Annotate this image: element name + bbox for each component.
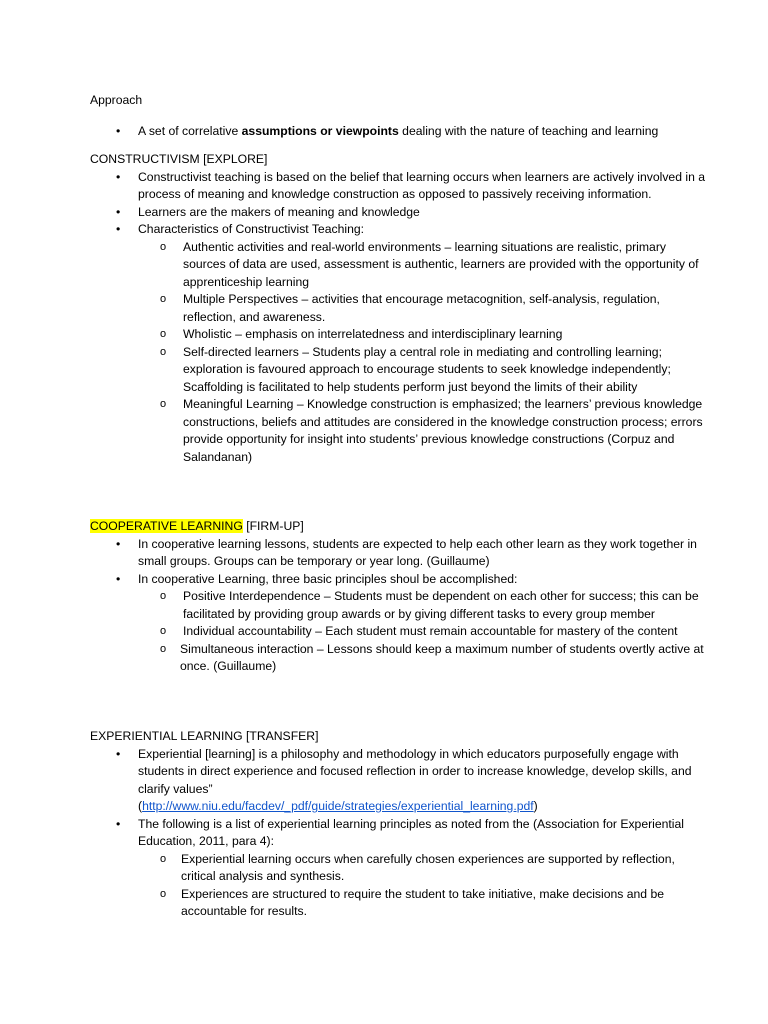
approach-heading: Approach xyxy=(90,93,143,107)
list-item: • Constructivist teaching is based on the belief that learning occurs when learners are actively involved in a process of meaning and knowledge construction as opposed to passively receiving information. xyxy=(90,169,708,204)
sub-list-item: o Wholistic – emphasis on interrelatedness and interdisciplinary learning xyxy=(90,326,708,344)
approach-section xyxy=(90,92,708,140)
sub-list-item: o Meaningful Learning – Knowledge construction is emphasized; the learners’ previous knowledge constructions, beliefs and attitudes are considered in the knowledge construction process; errors provide opportunity for insight into students’ previous knowledge constructions (Corpuz and Salandanan) xyxy=(90,396,708,466)
sub-list-item: o Simultaneous interaction – Lessons should keep a maximum number of students overtly active at once. (Guillaume) xyxy=(90,641,708,676)
bullet-text: Experiential [learning] is a philosophy and methodology in which educators purposefully engage with students in direct experience and focused reflection in order to increase knowledge, develop skills, and clarify values” xyxy=(138,746,692,796)
sub-list-item: o Authentic activities and real-world environments – learning situations are realistic, primary sources of data are used, assessment is authentic, learners are provided with the opportunity of apprenticeship learning xyxy=(90,239,708,292)
list-item: • Characteristics of Constructivist Teaching: xyxy=(90,221,708,239)
sub-list-item: o Individual accountability – Each student must remain accountable for mastery of the content xyxy=(90,623,708,641)
sub-list-item: o Self-directed learners – Students play a central role in mediating and controlling learning; exploration is favoured approach to encourage students to seek knowledge independently; Scaffolding is facilitated to help students perform just beyond the limits of their ability xyxy=(90,344,708,397)
bullet-text: dealing with the nature of teaching and learning xyxy=(398,123,659,138)
sub-list-item: o Experiences are structured to require the student to take initiative, make decisions and be accountable for results. xyxy=(90,886,708,921)
paren-open: ( xyxy=(138,799,143,813)
cooperative-list xyxy=(90,536,708,676)
constructivism-section xyxy=(90,151,708,466)
list-item: • Learners are the makers of meaning and knowledge xyxy=(90,204,708,222)
experiential-heading: EXPERIENTIAL LEARNING [TRANSFER] xyxy=(90,729,319,743)
sub-list-item: o Multiple Perspectives – activities that encourage metacognition, self-analysis, regulation, reflection, and awareness. xyxy=(90,291,708,326)
constructivism-heading: CONSTRUCTIVISM [EXPLORE] xyxy=(90,152,268,166)
heading-rest-text: [FIRM-UP] xyxy=(242,519,304,533)
cooperative-heading xyxy=(90,518,708,536)
experiential-list xyxy=(90,746,708,921)
sub-list-item: o Positive Interdependence – Students must be dependent on each other for success; this can be facilitated by providing group awards or by giving different tasks to every group member xyxy=(90,588,708,623)
cooperative-section xyxy=(90,518,708,676)
list-item: • In cooperative learning lessons, students are expected to help each other learn as they work together in small groups. Groups can be temporary or year long. (Guillaume) xyxy=(90,536,708,571)
list-item: • In cooperative Learning, three basic principles shoul be accomplished: xyxy=(90,571,708,589)
sub-list-item: o Experiential learning occurs when carefully chosen experiences are supported by reflection, critical analysis and synthesis. xyxy=(90,851,708,886)
source-link[interactable]: http://www.niu.edu/facdev/_pdf/guide/strategies/experiential_learning.pdf xyxy=(142,799,534,813)
bullet-text: A set of correlative xyxy=(138,123,242,138)
list-item xyxy=(90,746,708,816)
constructivism-list xyxy=(90,169,708,467)
list-item: • The following is a list of experiential learning principles as noted from the (Association for Experiential Education, 2011, para 4): xyxy=(90,816,708,851)
experiential-section xyxy=(90,728,708,921)
highlighted-heading-text: COOPERATIVE LEARNING xyxy=(90,519,243,533)
bold-text: assumptions or viewpoints xyxy=(241,123,399,138)
paren-close: ) xyxy=(533,799,538,813)
list-item xyxy=(90,123,708,141)
approach-list xyxy=(90,123,708,141)
